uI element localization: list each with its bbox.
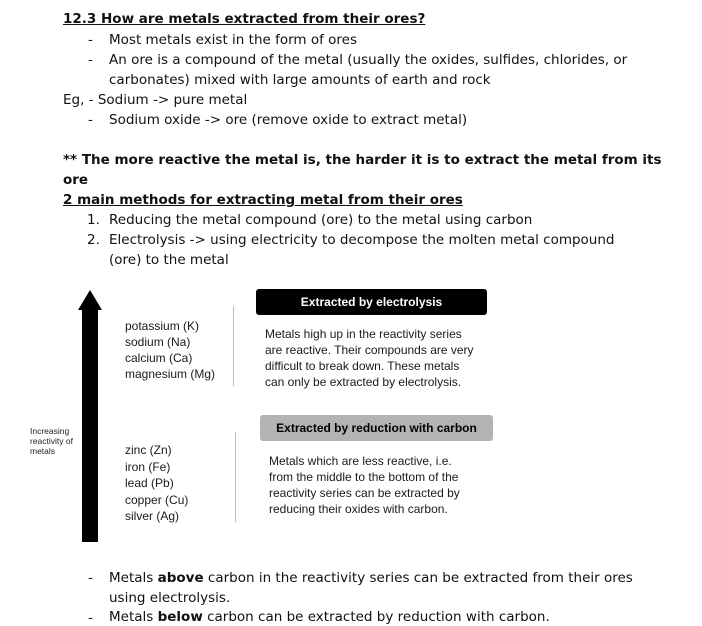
box-line: reactivity series can be extracted by [269, 486, 460, 500]
note-line-1: ** The more reactive the metal is, the harder it is to extract the metal from its [63, 152, 662, 168]
carbon-box-text [269, 453, 460, 517]
methods-heading: 2 main methods for extracting metal from their ores [63, 192, 463, 208]
electrolysis-box-title: Extracted by electrolysis [256, 289, 487, 315]
bullet-dash: - [88, 52, 93, 68]
metal-name: magnesium (Mg) [125, 367, 216, 381]
reactivity-arrow [78, 290, 102, 542]
box-line: Metals high up in the reactivity series [265, 327, 462, 341]
metal-name: copper (Cu) [125, 492, 189, 507]
bullet-dash: - [88, 610, 93, 626]
text-run: carbon in the reactivity series can be extracted from their ores [203, 570, 633, 586]
carbon-box-title: Extracted by reduction with carbon [260, 415, 493, 441]
method-text: Electrolysis -> using electricity to decompose the molten metal compound [109, 232, 615, 248]
metal-name: sodium (Na) [125, 335, 191, 349]
bullet-dash: - [88, 32, 93, 48]
bullet-dash: - [88, 570, 93, 586]
box-line: from the middle to the bottom of the [269, 470, 459, 484]
bottom-bullet-1 [109, 570, 633, 586]
text-run: Metals [109, 609, 158, 625]
metal-group-high [125, 318, 215, 382]
bullet-text: Most metals exist in the form of ores [109, 32, 358, 48]
box-line: are reactive. Their compounds are very [265, 343, 474, 357]
electrolysis-box-text [265, 326, 474, 390]
box-line: reducing their oxides with carbon. [269, 502, 448, 516]
text-run: carbon can be extracted by reduction with carbon. [202, 609, 550, 625]
method-number: 1. [87, 212, 100, 228]
section-heading: 12.3 How are metals extracted from their ores? [63, 11, 426, 27]
metal-name: calcium (Ca) [125, 351, 193, 365]
example-sub: Sodium oxide -> ore (remove oxide to extract metal) [109, 112, 468, 128]
method-text-continued: (ore) to the metal [109, 252, 229, 268]
bullet-text-continued: carbonates) mixed with large amounts of earth and rock [109, 72, 491, 88]
metal-name: lead (Pb) [125, 476, 174, 490]
note-line-2: ore [63, 172, 89, 188]
emphasis-above: above [157, 570, 204, 586]
bullet-text: An ore is a compound of the metal (usually the oxides, sulfides, chlorides, or [109, 52, 628, 68]
metal-name: zinc (Zn) [125, 443, 172, 457]
metal-name: silver (Ag) [125, 509, 180, 523]
example-line: Eg, - Sodium -> pure metal [63, 92, 248, 108]
emphasis-below: below [157, 609, 203, 625]
text-run: Metals [109, 570, 158, 586]
bottom-bullet-2 [109, 609, 550, 625]
box-line: Metals which are less reactive, i.e. [269, 454, 452, 468]
method-number: 2. [87, 232, 100, 248]
metal-name: iron (Fe) [125, 459, 171, 474]
box-line: difficult to break down. These metals [265, 359, 460, 373]
box-line: can only be extracted by electrolysis. [265, 375, 462, 389]
bottom-bullet-1-continued: using electrolysis. [109, 590, 231, 606]
brace-high [233, 306, 234, 386]
metal-name: potassium (K) [125, 319, 200, 333]
bullet-dash: - [88, 112, 93, 128]
arrow-label: Increasing reactivity of metals [30, 426, 73, 456]
brace-low [235, 432, 236, 522]
metal-group-low [125, 442, 188, 525]
method-text: Reducing the metal compound (ore) to the metal using carbon [109, 212, 533, 228]
